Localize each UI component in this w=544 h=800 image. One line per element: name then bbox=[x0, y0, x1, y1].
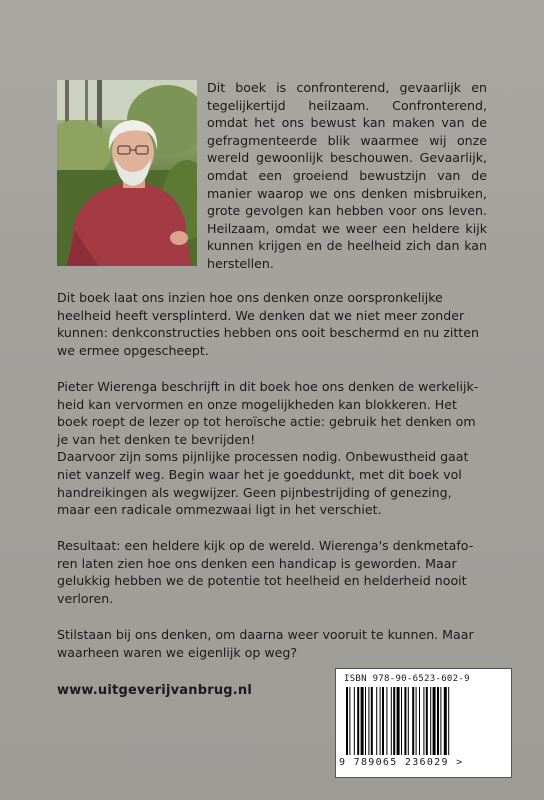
barcode-bar bbox=[386, 687, 387, 755]
barcode-bar bbox=[357, 687, 359, 755]
text-line: Resultaat: een heldere kijk op de wereld. Wierenga's denkmetafo- bbox=[57, 538, 474, 553]
barcode-bar bbox=[391, 687, 392, 755]
text-line: Stilstaan bij ons denken, om daarna weer vooruit te kunnen. Maar bbox=[57, 627, 474, 642]
text-line: waarheen waren we eigenlijk op weg? bbox=[57, 644, 298, 660]
barcode-bar bbox=[397, 687, 400, 755]
isbn-barcode bbox=[335, 668, 512, 778]
text-line: je van het denken te bevrijden! bbox=[57, 431, 256, 447]
barcode-bar bbox=[408, 687, 409, 755]
text-line: heid kan vervormen en onze mogelijkheden kan blokkeren. Het bbox=[57, 396, 457, 412]
barcode-bar bbox=[444, 687, 447, 755]
text-line: kunnen: denkconstructies hebben ons ooit beschermd en nu zitten bbox=[57, 325, 479, 341]
ean-digits: 9 789065 236029 > bbox=[339, 757, 464, 768]
barcode-bar bbox=[440, 687, 441, 755]
barcode-bars bbox=[346, 687, 496, 757]
barcode-bar bbox=[371, 687, 373, 755]
barcode-bar bbox=[430, 687, 431, 755]
barcode-bar bbox=[419, 687, 420, 755]
text-line: Daarvoor zijn soms pijnlijke processen nodig. Onbewustheid gaat bbox=[57, 449, 469, 465]
text-line: heelheid heeft versplinterd. We denken dat we niet meer zonder bbox=[57, 307, 465, 323]
body-paragraph-4 bbox=[57, 626, 487, 661]
barcode-bar bbox=[393, 687, 395, 755]
barcode-bar bbox=[346, 687, 348, 755]
barcode-bar bbox=[433, 687, 436, 755]
intro-paragraph: Dit boek is confronterend, gevaarlijk en tegelijkertijd heilzaam. Confronterend, omdat het ons bewust kan maken van de gefragmenteerde blik waarmee wij onze wereld gewoonlijk beschouwen. Gevaarlijk, omdat een groeiend bewustzijn van de manier waarop we ons denken misbruiken, grote gevolgen kan hebben voor ons leven. Heilzaam, omdat we weer een heldere kijk kunnen krijgen en de heelheid zich dan kan herstellen. bbox=[207, 80, 487, 271]
barcode-bar bbox=[426, 687, 428, 755]
text-line: Dit boek laat ons inzien hoe ons denken onze oorspronkelijke bbox=[57, 290, 443, 305]
isbn-label: ISBN 978-90-6523-602-9 bbox=[344, 674, 470, 684]
barcode-bar bbox=[380, 687, 381, 755]
barcode-bar bbox=[404, 687, 406, 755]
text-line: handreikingen als wegwijzer. Geen pijnbestrijding of genezing, bbox=[57, 484, 452, 500]
publisher-website: www.uitgeverijvanbrug.nl bbox=[57, 683, 253, 698]
text-line: niet vanzelf weg. Begin waar het je goeddunkt, met dit boek vol bbox=[57, 466, 462, 482]
barcode-bar bbox=[365, 687, 366, 755]
barcode-bar bbox=[423, 687, 424, 755]
barcode-bar bbox=[354, 687, 355, 755]
barcode-bar bbox=[349, 687, 350, 755]
barcode-bar bbox=[361, 687, 364, 755]
barcode-bar bbox=[368, 687, 369, 755]
barcode-bar bbox=[416, 687, 417, 755]
barcode-bar bbox=[448, 687, 449, 755]
text-line: maar een radicale ommezwaai ligt in het verschiet. bbox=[57, 502, 382, 518]
barcode-bar bbox=[401, 687, 402, 755]
body-paragraph-3 bbox=[57, 537, 487, 607]
barcode-bar bbox=[437, 687, 439, 755]
barcode-bar bbox=[412, 687, 414, 755]
text-line: Pieter Wierenga beschrijft in dit boek hoe ons denken de werkelijk- bbox=[57, 379, 479, 394]
barcode-bar bbox=[376, 687, 377, 755]
text-line: boek roept de lezer op tot heroïsche actie: gebruik het denken om bbox=[57, 414, 476, 430]
text-line: verloren. bbox=[57, 590, 114, 606]
body-paragraph-1 bbox=[57, 289, 487, 359]
body-paragraph-2 bbox=[57, 378, 487, 519]
text-line: gelukkig hebben we de potentie tot heelheid en helderheid nooit bbox=[57, 573, 467, 589]
text-line: we ermee opgescheept. bbox=[57, 342, 209, 358]
barcode-bar bbox=[382, 687, 384, 755]
text-line: ren laten zien hoe ons denken een handicap is geworden. Maar bbox=[57, 555, 457, 571]
author-photo bbox=[57, 80, 197, 266]
